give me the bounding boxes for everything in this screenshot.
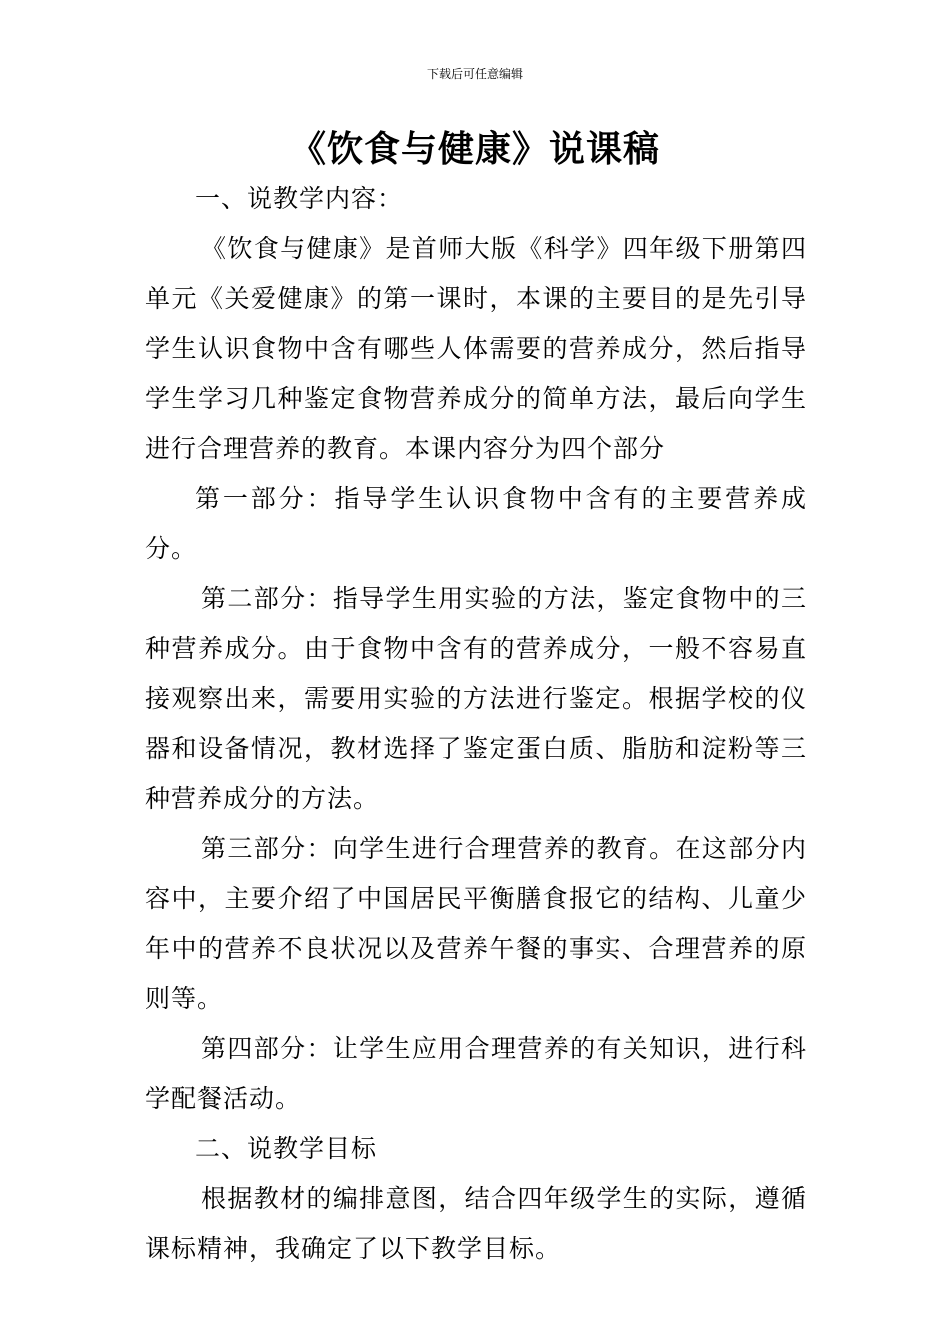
paragraph-part-2: 第二部分：指导学生用实验的方法，鉴定食物中的三种营养成分。由于食物中含有的营养成分，一般不容易直接观察出来，需要用实验的方法进行鉴定。根据学校的仪器和设备情况，教材选择了鉴定蛋白质、脂肪和淀粉等三种营养成分的方法。 bbox=[145, 584, 807, 813]
section-heading-content: 一、说教学内容： bbox=[195, 184, 404, 213]
header-note: 下载后可任意编辑 bbox=[426, 67, 523, 81]
document-title: 《饮食与健康》说课稿 bbox=[289, 129, 660, 170]
section-heading-goals: 二、说教学目标 bbox=[195, 1134, 378, 1163]
paragraph-goals-intro: 根据教材的编排意图，结合四年级学生的实际，遵循课标精神，我确定了以下教学目标。 bbox=[145, 1184, 807, 1263]
paragraph-part-3: 第三部分：向学生进行合理营养的教育。在这部分内容中，主要介绍了中国居民平衡膳食报它的结构、儿童少年中的营养不良状况以及营养午餐的事实、合理营养的原则等。 bbox=[145, 834, 807, 1013]
paragraph-content-intro: 《饮食与健康》是首师大版《科学》四年级下册第四单元《关爱健康》的第一课时，本课的主要目的是先引导学生认识食物中含有哪些人体需要的营养成分，然后指导学生学习几种鉴定食物营养成分的简单方法，最后向学生进行合理营养的教育。本课内容分为四个部分 bbox=[145, 234, 807, 463]
document-body bbox=[145, 174, 807, 1274]
paragraph-part-1: 第一部分：指导学生认识食物中含有的主要营养成分。 bbox=[145, 484, 807, 563]
paragraph-part-4: 第四部分：让学生应用合理营养的有关知识，进行科学配餐活动。 bbox=[145, 1034, 807, 1113]
